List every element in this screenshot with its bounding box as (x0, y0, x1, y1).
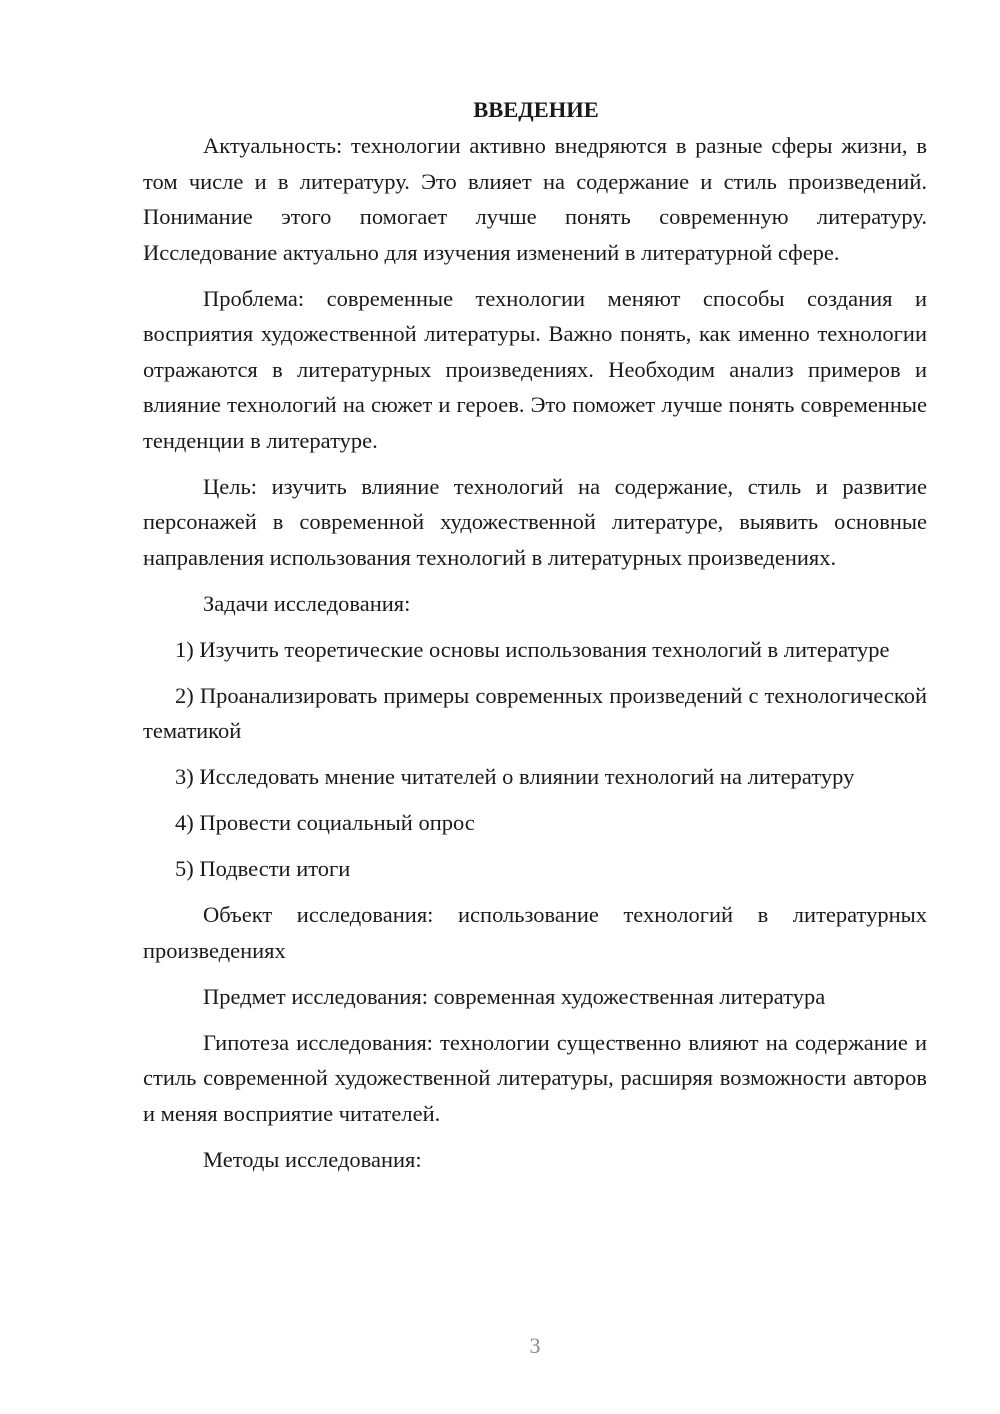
task-item-2: 2) Проанализировать примеры современных произведений с технологической тематикой (143, 682, 927, 743)
task-item-4: 4) Провести социальный опрос (175, 810, 475, 835)
document-title: ВВЕДЕНИЕ (473, 97, 599, 122)
task-item-1: 1) Изучить теоретические основы использования технологий в литературе (175, 636, 890, 662)
page-number: 3 (529, 1333, 541, 1358)
task-item-5: 5) Подвести итоги (175, 856, 351, 881)
relevance-paragraph: Актуальность: технологии активно внедряются в разные сферы жизни, в том числе и в литературу. Это влияет на содержание и стиль произведений. Понимание этого помогает лучше понять современную литературу. Исследование актуально для изучения изменений в литературной сфере. (143, 133, 927, 265)
document-page (143, 92, 927, 1188)
goal-paragraph: Цель: изучить влияние технологий на содержание, стиль и развитие персонажей в современной художественной литературе, выявить основные направления использования технологий в литературных произведениях. (143, 473, 927, 570)
hypothesis-paragraph: Гипотеза исследования: технологии существенно влияют на содержание и стиль современной художественной литературы, расширяя возможности авторов и меняя восприятие читателей. (143, 1029, 927, 1126)
methods-heading: Методы исследования: (203, 1146, 422, 1172)
tasks-heading: Задачи исследования: (203, 590, 411, 616)
object-paragraph: Объект исследования: использование технологий в литературных произведениях (143, 902, 927, 963)
task-item-3: 3) Исследовать мнение читателей о влиянии технологий на литературу (175, 764, 855, 789)
problem-paragraph: Проблема: современные технологии меняют способы создания и восприятия художественной литературы. Важно понять, как именно технологии отражаются в литературных произведениях. Необходим анализ примеров и влияние технологий на сюжет и героев. Это поможет лучше понять современные тенденции в литературе. (143, 285, 927, 453)
subject-paragraph: Предмет исследования: современная художественная литература (203, 983, 826, 1009)
